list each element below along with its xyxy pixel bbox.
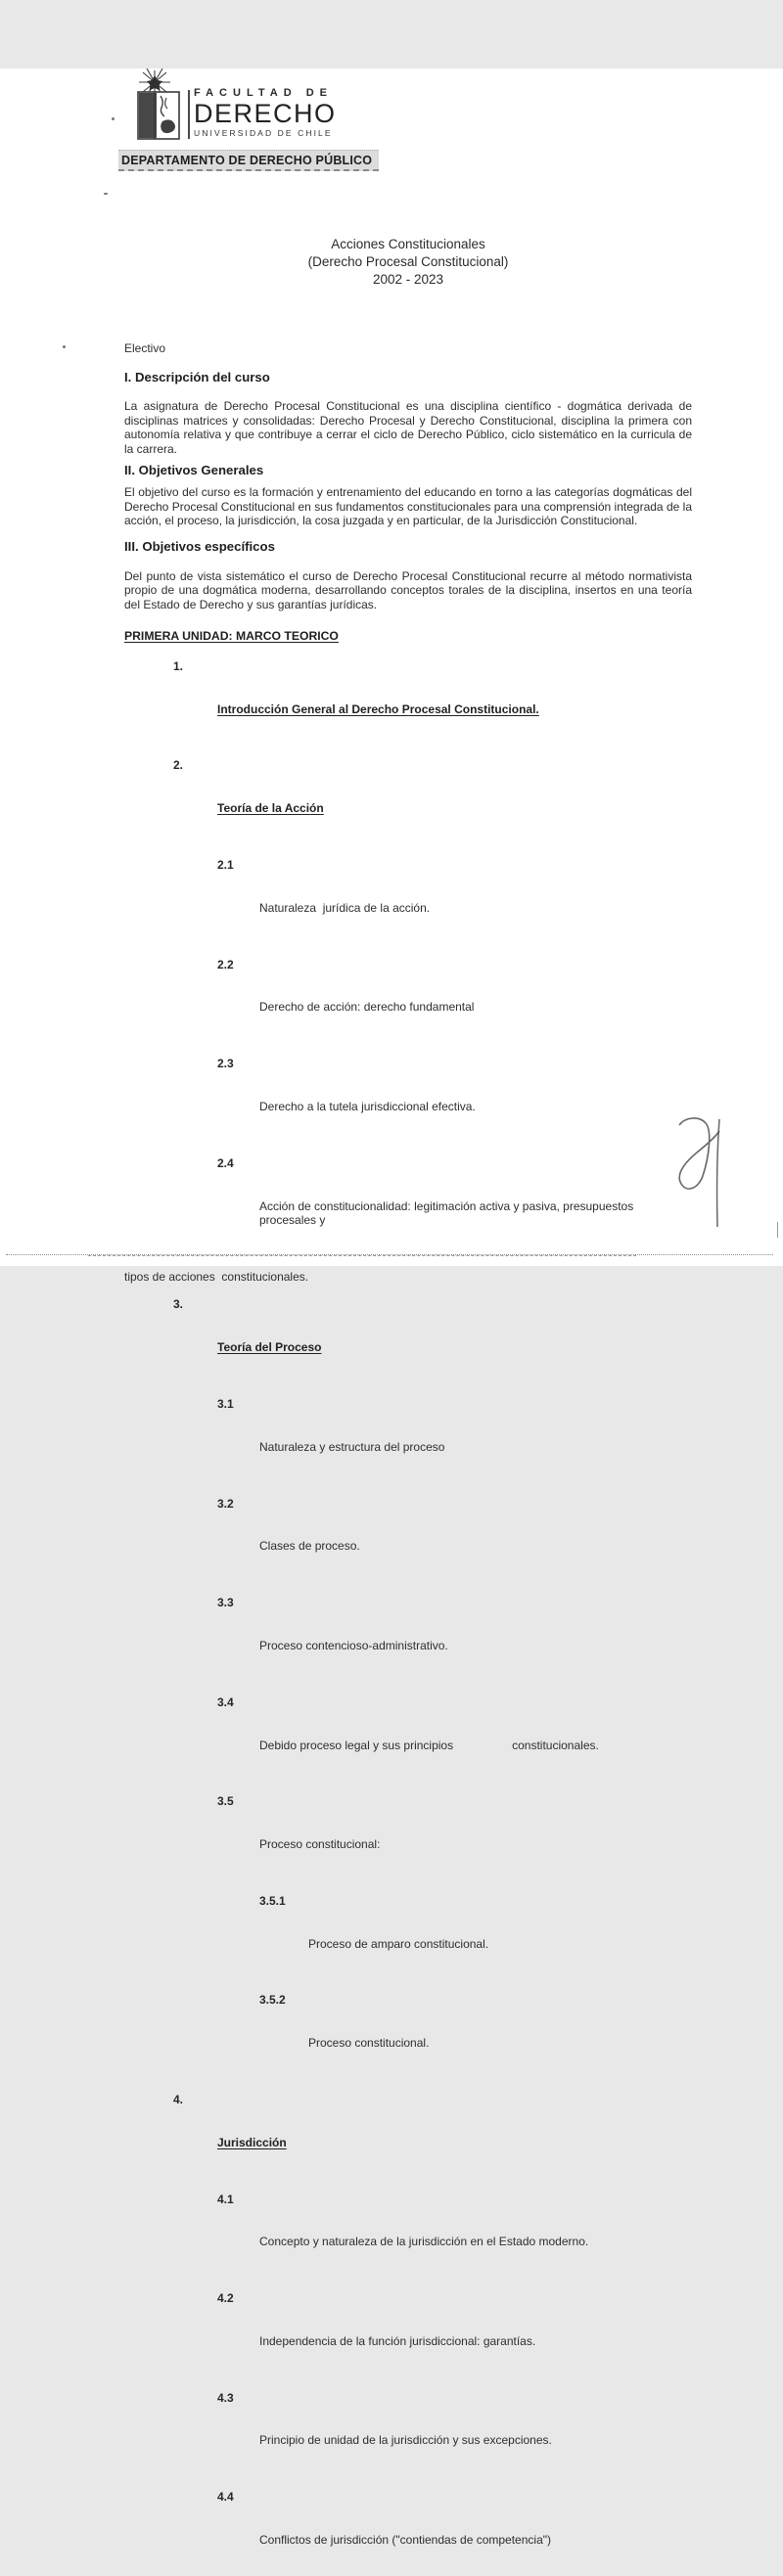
unit-heading: PRIMERA UNIDAD: MARCO TEORICO [124,629,339,644]
outline-item-text: Clases de proceso. [259,1539,360,1554]
outline-item [124,1794,692,1880]
section-heading-1: I. Descripción del curso [124,369,270,384]
outline-item-number: 2.3 [217,1057,234,1071]
outline-item-text [124,1739,692,1753]
outline-item [124,858,692,944]
course-outline [124,659,692,2576]
outline-item [124,2291,692,2377]
course-title-line1: Acciones Constitucionales [331,237,485,251]
outline-item-text: Introducción General al Derecho Procesal Constitucional. [217,701,539,716]
outline-item-number: 1. [173,658,184,673]
logo-text [194,88,337,138]
course-title-line2: (Derecho Procesal Constitucional) [307,254,509,269]
outline-item [124,1596,692,1682]
scan-speck [63,345,66,348]
outline-item-number: 4.3 [217,2390,234,2405]
school-label: DERECHO [194,99,337,128]
outline-item-number: 2.1 [217,858,234,873]
outline-item [124,2391,692,2477]
scanned-document-page [0,68,783,2547]
outline-item-number: 4. [173,2092,184,2106]
outline-item-text: Principio de unidad de la jurisdicción y sus excepciones. [259,2433,552,2448]
course-type-label: Electivo [124,341,166,355]
outline-item [124,1397,692,1483]
outline-item-text: Independencia de la función jurisdiccional: garantías. [259,2333,536,2348]
scan-speck [104,193,108,195]
outline-item-text: Proceso constitucional. [308,2036,430,2051]
outline-item-text: Proceso constitucional: [259,1837,381,1852]
letterhead [125,68,783,143]
document-body [124,341,692,2576]
outline-item-number: 3.4 [217,1695,234,1709]
outline-item-number: 2.4 [217,1155,234,1170]
outline-item-text: Teoría del Proceso [217,1340,322,1355]
outline-item-text-part2: constitucionales. [512,1738,599,1752]
page-bottom-scan-line [88,1255,636,1256]
section-body-1: La asignatura de Derecho Procesal Constitucional es una disciplina científico - dogmática derivada de disciplinas matrices y consolidadas: Derecho Procesal y Derecho Constitucional, disciplina la primera con autonomía relativa y que contribuye a cerrar el ciclo de Derecho Público, ciclo sistemático en la curricula de la carrera. [124,399,692,456]
outline-item-number: 3.5 [217,1794,234,1809]
outline-item-number: 4.1 [217,2192,234,2206]
outline-item-number: 3.1 [217,1397,234,1412]
university-crest-icon [125,68,186,143]
outline-item-number: 3. [173,1297,184,1312]
outline-item-number: 3.2 [217,1496,234,1511]
scan-speck [112,117,115,120]
outline-item-text: Teoría de la Acción [217,801,324,816]
outline-item [124,1993,692,2079]
course-title-line3: 2002 - 2023 [372,272,444,287]
outline-item-text: Derecho de acción: derecho fundamental [259,1000,475,1015]
outline-item-text: Naturaleza jurídica de la acción. [259,900,431,915]
outline-item [124,1894,692,1980]
outline-item-number: 4.4 [217,2490,234,2505]
department-banner: DEPARTAMENTO DE DERECHO PÚBLICO [118,150,379,171]
outline-item [124,1297,692,1383]
logo-divider [188,90,190,139]
outline-item-text: Jurisdicción [217,2135,287,2149]
outline-item [124,2093,692,2179]
university-label: UNIVERSIDAD DE CHILE [194,128,333,138]
outline-item-text-part1: Debido proceso legal y sus principios [259,1738,454,1752]
section-body-2: El objetivo del curso es la formación y entrenamiento del educando en torno a las categorías dogmáticas del Derecho Procesal Constitucional en sus fundamentos constitucionales para una comprensión integrada de la acción, el proceso, la jurisdicción, la cosa juzgada y en particular, de la Jurisdicción Constitucional. [124,485,692,528]
outline-item [124,659,692,746]
outline-item [124,1156,692,1256]
outline-item-text: Acción de constitucionalidad: legitimación activa y pasiva, presupuestos procesales y [259,1198,637,1228]
outline-item [124,1695,692,1782]
outline-item [124,2192,692,2279]
section-heading-3: III. Objetivos específicos [124,538,275,554]
outline-item [124,758,692,844]
outline-item-text: Derecho a la tutela jurisdiccional efectiva. [259,1099,476,1113]
outline-item [124,1057,692,1143]
outline-item [124,958,692,1044]
outline-item [124,1497,692,1583]
outline-item-wrap-line: tipos de acciones constitucionales. [124,1269,309,1284]
outline-item-number: 3.5.2 [259,1993,286,2008]
handwritten-pen-mark [664,1111,732,1239]
scan-edge-mark [777,1222,778,1238]
outline-item-text: Concepto y naturaleza de la jurisdicción en el Estado moderno. [259,2235,589,2249]
outline-item-number: 3.5.1 [259,1893,286,1908]
outline-item-text: Proceso contencioso-administrativo. [259,1638,448,1652]
outline-item-text: Proceso de amparo constitucional. [308,1936,489,1951]
outline-item-text: Conflictos de jurisdicción ("contiendas de competencia") [259,2533,552,2547]
outline-item-text: Naturaleza y estructura del proceso [259,1439,445,1454]
section-heading-2: II. Objetivos Generales [124,462,264,477]
outline-item [124,2490,692,2576]
outline-item-number: 2. [173,758,184,773]
section-body-3: Del punto de vista sistemático el curso de Derecho Procesal Constitucional recurre al método normativista propio de una dogmática moderna, desarrollando conceptos torales de la disciplina, insertos en una teoría del Estado de Derecho y sus garantías jurídicas. [124,568,692,611]
outline-item-number: 3.3 [217,1596,234,1610]
outline-item-number: 4.2 [217,2291,234,2306]
faculty-label: FACULTAD DE [194,87,333,99]
outline-item-number: 2.2 [217,957,234,972]
course-title [124,236,692,289]
